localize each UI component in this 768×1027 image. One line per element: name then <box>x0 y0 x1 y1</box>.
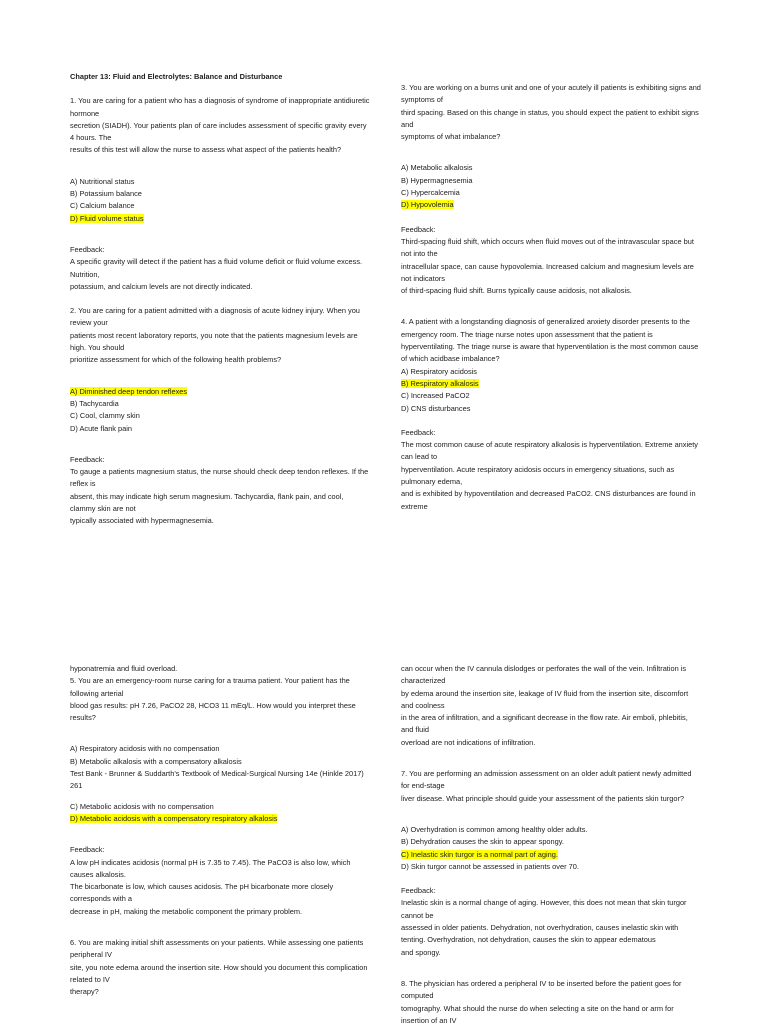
page2-left-column <box>70 663 370 999</box>
option-c: C) Cool, clammy skin <box>70 411 140 421</box>
option-a: A) Nutritional status <box>70 176 135 186</box>
document-page-2 <box>0 650 768 1024</box>
question-1-feedback: A specific gravity will detect if the patient has a fluid volume deficit or fluid volume excess. Nutrition, potassium, and calcium levels are not directly indicated. <box>70 257 363 291</box>
feedback-label: Feedback: <box>70 454 105 464</box>
page1-left-column <box>70 71 370 528</box>
question-7-options <box>401 824 701 873</box>
correct-answer-highlight: D) Hypovolemia <box>401 200 454 210</box>
feedback-label: Feedback: <box>401 886 436 896</box>
correct-answer-highlight: D) Fluid volume status <box>70 213 144 223</box>
question-8-stem: 8. The physician has ordered a peripheral IV to be inserted before the patient goes for computed tomography. What should the nurse do when selecting a site on the hand or arm for insertion of an IV <box>401 978 682 1025</box>
option-b: B) Potassium balance <box>70 189 142 199</box>
feedback-label: Feedback: <box>70 845 105 855</box>
option-a: A) Respiratory acidosis <box>401 366 477 376</box>
question-4-options <box>401 366 701 415</box>
feedback-label: Feedback: <box>70 244 105 254</box>
question-6-stem: 6. You are making initial shift assessments on your patients. While assessing one patients peripheral IV site, you note edema around the insertion site. How should you document this complication related to IV therapy? <box>70 938 368 997</box>
question-5-options <box>70 743 370 825</box>
question-3-stem: 3. You are working on a burns unit and one of your acutely ill patients is exhibiting signs and symptoms of third spacing. Based on this change in status, you should expect the patient to exhibit signs and symptoms of what imbalance? <box>401 83 701 142</box>
question-3-options <box>401 162 701 211</box>
option-a: A) Overhydration is common among healthy older adults. <box>401 824 588 834</box>
correct-answer-highlight: C) Inelastic skin turgor is a normal part of aging. <box>401 849 558 859</box>
option-b: B) Metabolic alkalosis with a compensatory alkalosis <box>70 756 242 766</box>
option-d: D) Skin turgor cannot be assessed in patients over 70. <box>401 861 579 871</box>
correct-answer-highlight: B) Respiratory alkalosis <box>401 378 479 388</box>
correct-answer-highlight: A) Diminished deep tendon reflexes <box>70 386 188 396</box>
option-c: C) Increased PaCO2 <box>401 391 470 401</box>
option-b: B) Hypermagnesemia <box>401 175 473 185</box>
option-a: A) Metabolic alkalosis <box>401 163 473 173</box>
correct-answer-highlight: D) Metabolic acidosis with a compensatory respiratory alkalosis <box>70 813 278 823</box>
feedback-label: Feedback: <box>401 224 436 234</box>
question-2-feedback: To gauge a patients magnesium status, the nurse should check deep tendon reflexes. If the reflex is absent, this may indicate high serum magnesium. Tachycardia, flank pain, and cool, clammy skin are not typically associated with hypermagnesemia. <box>70 467 369 526</box>
chapter-title: Chapter 13: Fluid and Electrolytes: Balance and Disturbance <box>70 72 283 81</box>
question-1-options <box>70 176 370 225</box>
question-4-feedback: The most common cause of acute respiratory alkalosis is hyperventilation. Extreme anxiety can lead to hyperventilation. Acute respiratory acidosis occurs in emergency situations, such as pulmonary edema, and is exhibited by hypoventilation and decreased PaCO2. CNS disturbances are found in extreme <box>401 440 698 511</box>
question-4-stem: 4. A patient with a longstanding diagnosis of generalized anxiety disorder presents to the emergency room. The triage nurse notes upon assessment that the patient is hyperventilating. The triage nurse is aware that hyperventilation is the most common cause of which acidbase imbalance? <box>401 317 699 364</box>
question-7-feedback: Inelastic skin is a normal change of aging. However, this does not mean that skin turgor cannot be assessed in older patients. Dehydration, not overhydration, causes inelastic skin with tenting. Overhydration, not dehydration, causes the skin to appear edematous and spongy. <box>401 898 687 957</box>
page1-right-column <box>401 82 701 513</box>
question-3-feedback: Third-spacing fluid shift, which occurs when fluid moves out of the intravascular space but not into the intracellular space, can cause hypovolemia. Increased calcium and magnesium levels are not indicators of third-spacing fluid shift. Burns typically cause acidosis, not alkalosis. <box>401 236 694 296</box>
feedback-label: Feedback: <box>401 427 436 437</box>
page2-right-column <box>401 663 701 1027</box>
question-2-options <box>70 386 370 435</box>
question-7-stem: 7. You are performing an admission assessment on an older adult patient newly admitted for end-stage liver disease. What principle should guide your assessment of the patients skin turgor? <box>401 769 692 803</box>
question-1-stem: 1. You are caring for a patient who has a diagnosis of syndrome of inappropriate antidiuretic hormone secretion (SIADH). Your patients plan of care includes assessment of specific gravity every 4 hours. The results of this test will allow the nurse to assess what aspect of the patients health? <box>70 96 370 155</box>
option-c: C) Hypercalcemia <box>401 188 460 198</box>
option-b: B) Dehydration causes the skin to appear spongy. <box>401 837 564 847</box>
continued-feedback: can occur when the IV cannula dislodges or perforates the wall of the vein. Infiltration is characterized by edema around the insertion site, leakage of IV fluid from the insertion site, discomfort and coolness in the area of infiltration, and a significant decrease in the flow rate. Air emboli, phlebitis, and fluid overload are not indications of infiltration. <box>401 664 689 747</box>
question-2-stem: 2. You are caring for a patient admitted with a diagnosis of acute kidney injury. When you review your patients most recent laboratory reports, you note that the patients magnesium levels are high. You should prioritize assessment for which of the following health problems? <box>70 306 360 365</box>
source-footer: Test Bank - Brunner & Suddarth's Textbook of Medical-Surgical Nursing 14e (Hinkle 2017) 261 <box>70 769 364 791</box>
continued-text: hyponatremia and fluid overload. <box>70 664 178 673</box>
option-d: D) Acute flank pain <box>70 423 133 433</box>
option-c: C) Calcium balance <box>70 201 135 211</box>
option-c: C) Metabolic acidosis with no compensation <box>70 801 214 811</box>
option-a: A) Respiratory acidosis with no compensation <box>70 744 220 754</box>
question-5-feedback: A low pH indicates acidosis (normal pH is 7.35 to 7.45). The PaCO3 is also low, which causes alkalosis. The bicarbonate is low, which causes acidosis. The pH bicarbonate more closely corresponds with a decrease in pH, making the metabolic component the primary problem. <box>70 857 351 916</box>
option-d: D) CNS disturbances <box>401 403 471 413</box>
option-b: B) Tachycardia <box>70 398 119 408</box>
question-5-stem: 5. You are an emergency-room nurse caring for a trauma patient. Your patient has the following arterial blood gas results: pH 7.26, PaCO2 28, HCO3 11 mEq/L. How would you interpret these results? <box>70 676 356 723</box>
